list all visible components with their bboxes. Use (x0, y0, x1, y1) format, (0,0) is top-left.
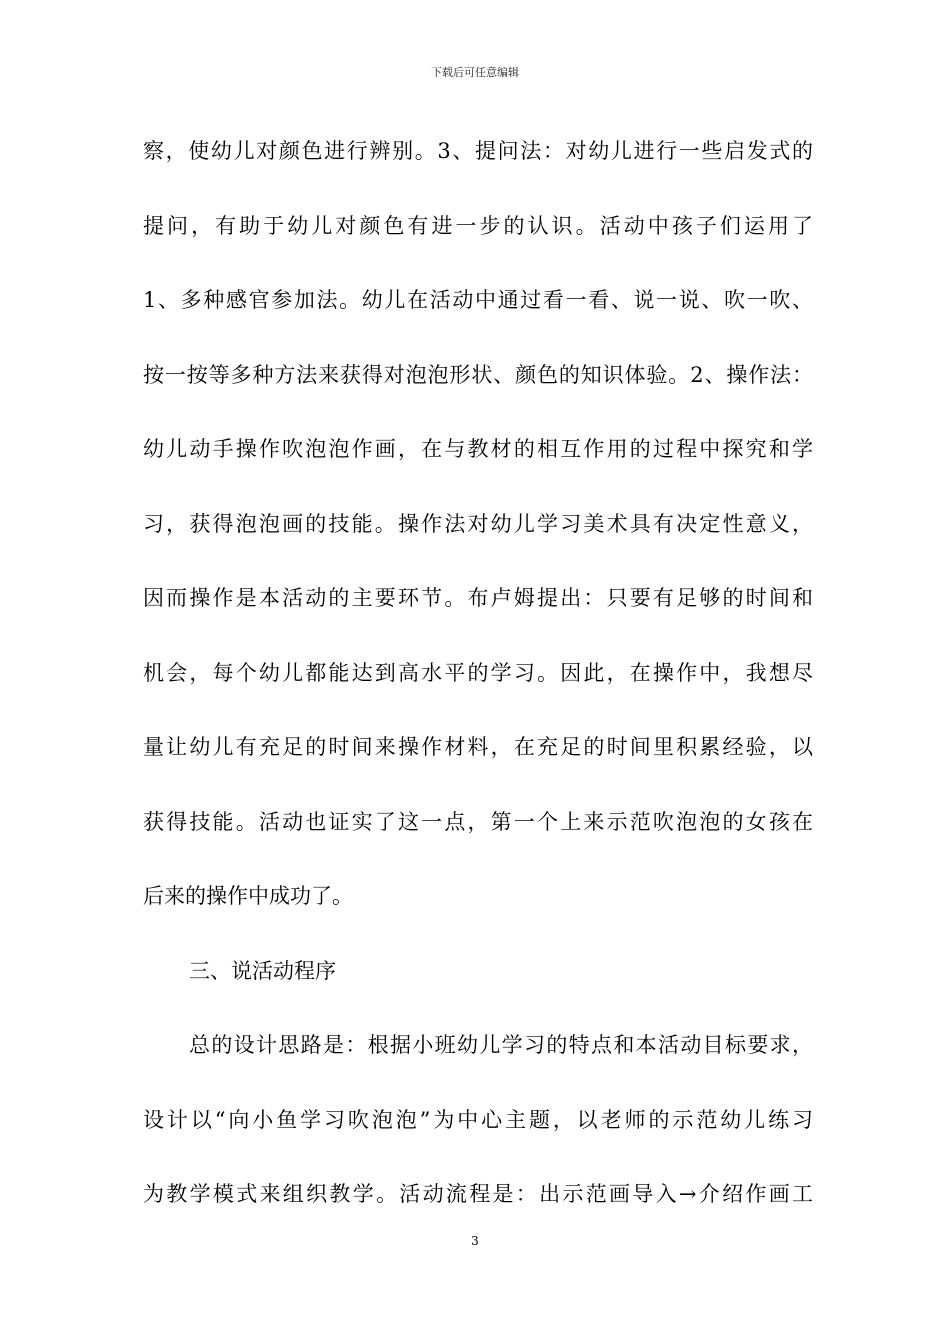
text-line: 设计以“向小鱼学习吹泡泡”为中心主题，以老师的示范幼儿练习 (143, 1107, 813, 1132)
text-line: 总的设计思路是：根据小班幼儿学习的特点和本活动目标要求， (189, 1033, 813, 1057)
page-header: 下载后可任意编辑 (431, 66, 519, 79)
text-line: 察，使幼儿对颜色进行辨别。3、提问法：对幼儿进行一些启发式的 (143, 139, 813, 163)
section-heading: 三、说活动程序 (189, 958, 336, 983)
text-line: 机会，每个幼儿都能达到高水平的学习。因此，在操作中，我想尽 (143, 660, 813, 685)
text-line: 按一按等多种方法来获得对泡泡形状、颜色的知识体验。2、操作法： (143, 362, 813, 387)
text-line: 幼儿动手操作吹泡泡作画，在与教材的相互作用的过程中探究和学 (143, 437, 813, 461)
text-line: 提问，有助于幼儿对颜色有进一步的认识。活动中孩子们运用了 (143, 213, 813, 238)
page-number: 3 (471, 1234, 479, 1248)
text-line: 1、多种感官参加法。幼儿在活动中通过看一看、说一说、吹一吹、 (143, 288, 813, 312)
text-line: 因而操作是本活动的主要环节。布卢姆提出：只要有足够的时间和 (143, 586, 813, 610)
text-line: 量让幼儿有充足的时间来操作材料，在充足的时间里积累经验，以 (143, 735, 813, 759)
text-line: 后来的操作中成功了。 (143, 884, 353, 908)
text-line: 获得技能。活动也证实了这一点，第一个上来示范吹泡泡的女孩在 (143, 809, 813, 834)
text-line: 习，获得泡泡画的技能。操作法对幼儿学习美术具有决定性意义， (143, 511, 813, 536)
text-line: 为教学模式来组织教学。活动流程是：出示范画导入→介绍作画工 (143, 1182, 813, 1206)
body-text (143, 114, 813, 1232)
